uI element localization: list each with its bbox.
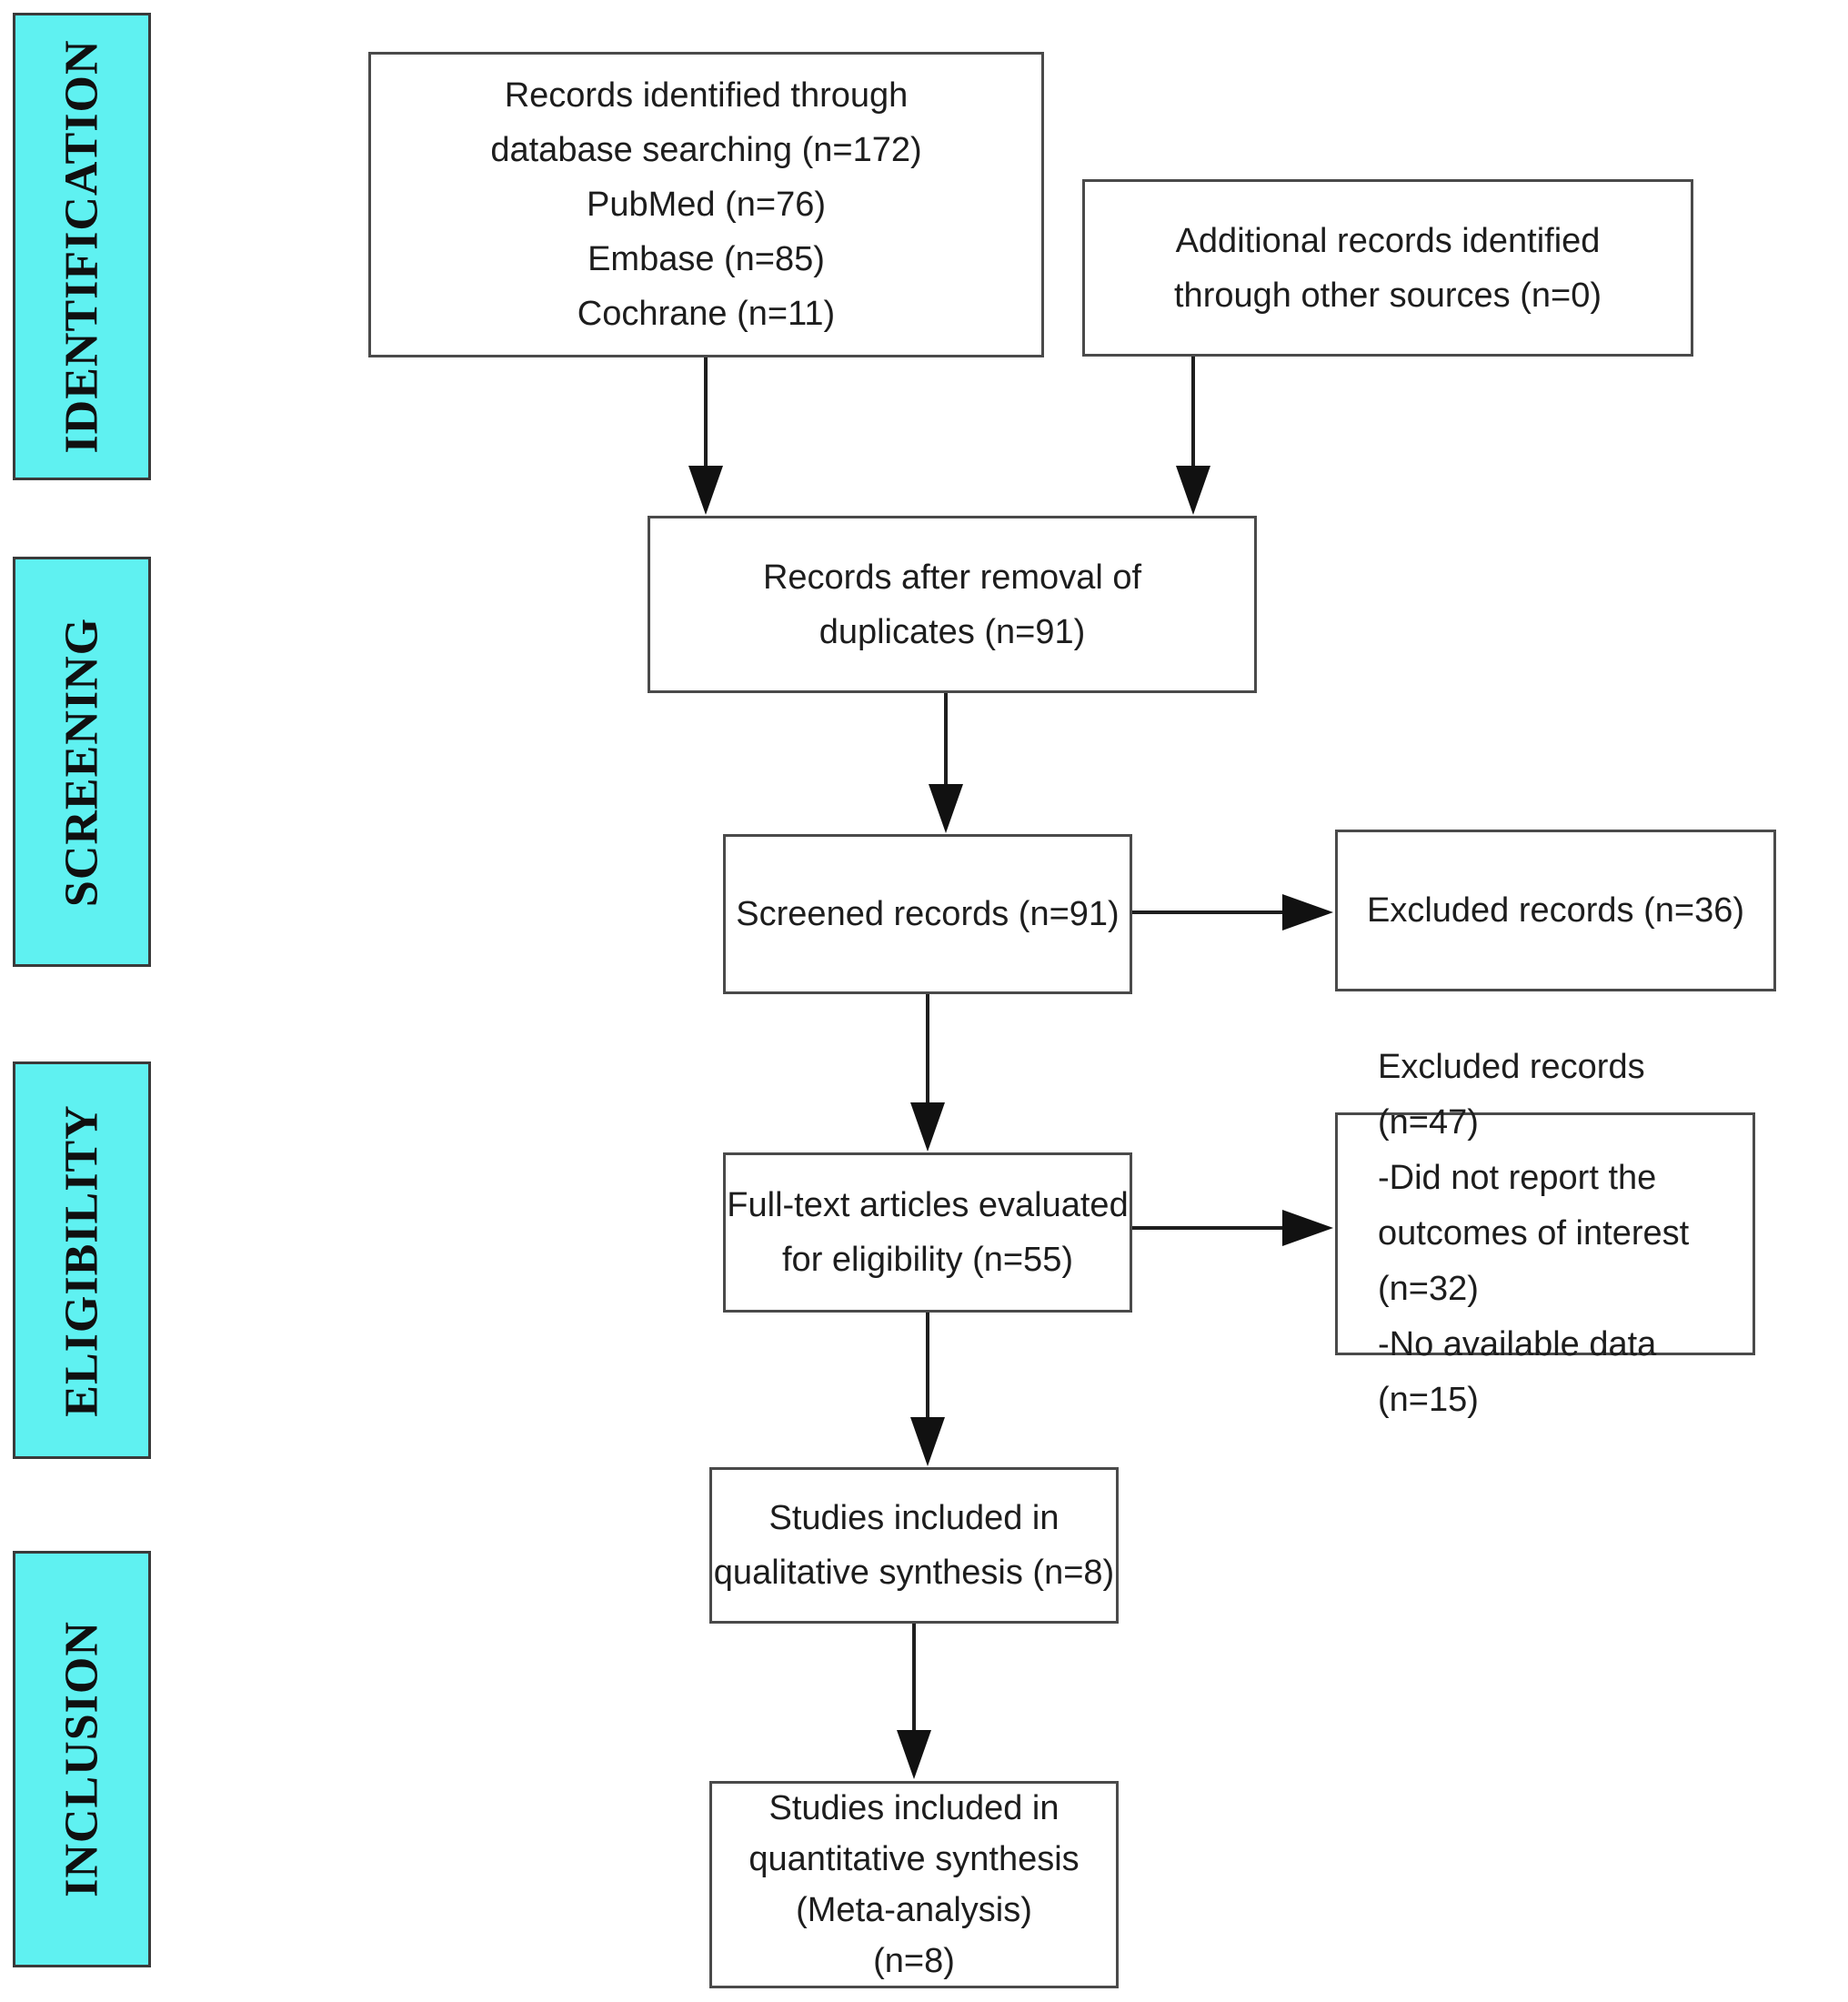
box-quantitative-synthesis [709, 1781, 1119, 1988]
box-records-identified [368, 52, 1044, 357]
box-screened-records [723, 834, 1132, 994]
box-records-identified-line: database searching (n=172) [490, 131, 922, 169]
box-fulltext-evaluated-line: for eligibility (n=55) [782, 1241, 1073, 1279]
stage-inclusion-label: INCLUSION [55, 1621, 108, 1897]
box-excluded-eligibility [1335, 1048, 1755, 1419]
box-excluded-screening [1335, 830, 1776, 991]
stage-eligibility-label: ELIGIBILITY [55, 1103, 108, 1417]
box-screened-records-line: Screened records (n=91) [736, 895, 1120, 933]
box-after-duplicates [648, 516, 1257, 693]
box-records-identified-line: Embase (n=85) [588, 240, 825, 278]
stage-screening-label: SCREENING [55, 617, 108, 907]
box-quantitative-synthesis-line: (n=8) [873, 1942, 955, 1980]
box-excluded-eligibility-line: -Did not report the [1378, 1159, 1657, 1197]
box-records-identified-line: Records identified through [504, 76, 909, 115]
box-qualitative-synthesis-line: Studies included in [768, 1499, 1060, 1537]
arrow-screened-to-excluded [1132, 894, 1333, 931]
box-excluded-eligibility-line: -No available data (n=15) [1378, 1325, 1657, 1419]
arrow-identified-to-dedup [688, 357, 723, 515]
box-qualitative-synthesis-line: qualitative synthesis (n=8) [713, 1554, 1115, 1592]
box-additional-records-line: Additional records identified [1175, 221, 1601, 260]
arrow-additional-to-dedup [1176, 357, 1210, 515]
box-records-identified-line: PubMed (n=76) [587, 186, 826, 224]
stage-inclusion [13, 1551, 151, 1967]
box-quantitative-synthesis-line: quantitative synthesis [748, 1840, 1080, 1878]
arrow-screened-to-fulltext [910, 994, 945, 1152]
box-fulltext-evaluated-line: Full-text articles evaluated [727, 1186, 1129, 1224]
arrow-fulltext-to-qualitative [910, 1313, 945, 1466]
box-quantitative-synthesis-line: Studies included in [768, 1789, 1060, 1827]
box-after-duplicates-line: Records after removal of [762, 558, 1142, 597]
stage-identification [13, 13, 151, 480]
arrow-qualitative-to-quantitative [897, 1624, 931, 1779]
box-excluded-eligibility-line: Excluded records (n=47) [1378, 1048, 1645, 1142]
box-excluded-eligibility-line: outcomes of interest (n=32) [1378, 1214, 1690, 1308]
box-fulltext-evaluated [723, 1152, 1132, 1313]
box-quantitative-synthesis-line: (Meta-analysis) [796, 1891, 1032, 1929]
box-after-duplicates-line: duplicates (n=91) [819, 612, 1086, 651]
stage-screening [13, 557, 151, 967]
box-qualitative-synthesis [709, 1467, 1119, 1624]
box-records-identified-line: Cochrane (n=11) [577, 295, 836, 333]
arrow-dedup-to-screened [929, 693, 963, 833]
arrow-fulltext-to-excluded [1132, 1210, 1333, 1246]
box-additional-records [1082, 179, 1693, 357]
stage-identification-label: IDENTIFICATION [55, 39, 108, 454]
box-excluded-screening-line: Excluded records (n=36) [1366, 891, 1745, 930]
stage-eligibility [13, 1061, 151, 1459]
box-additional-records-line: through other sources (n=0) [1174, 276, 1602, 315]
